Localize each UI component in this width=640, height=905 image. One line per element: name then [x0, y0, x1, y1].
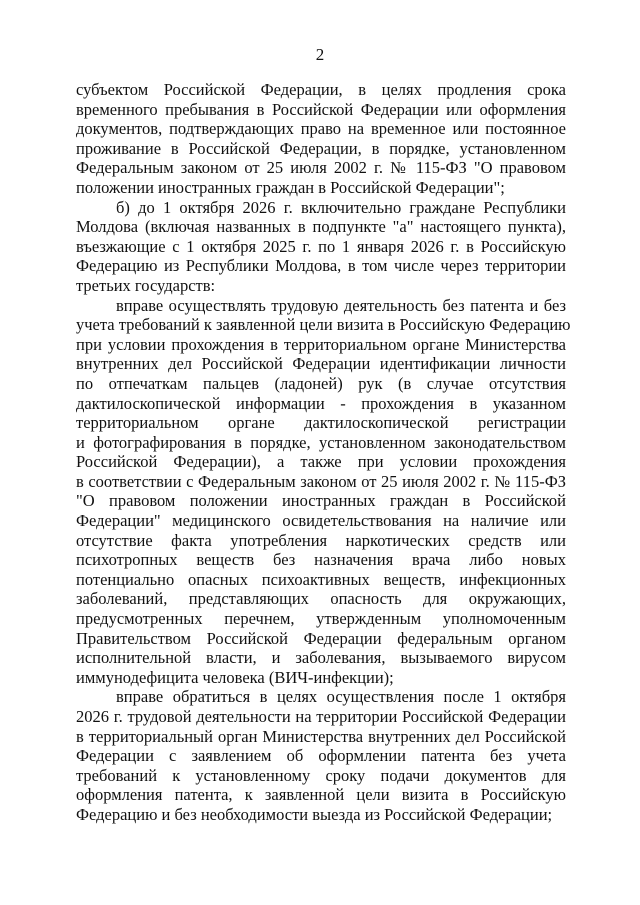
text-line: "О правовом положении иностранных граждан в Российской [76, 491, 566, 511]
text-line: вправе осуществлять трудовую деятельность без патента и без [116, 295, 566, 315]
text-line: Правительством Российской Федерации федеральным органом [76, 628, 566, 648]
text-line: документов, подтверждающих право на временное или постоянное [76, 119, 566, 139]
document-body [76, 80, 571, 825]
text-line: территориальном органе дактилоскопической регистрации [76, 413, 566, 433]
text-line: б) до 1 октября 2026 г. включительно граждане Республики [116, 197, 566, 217]
text-line: субъектом Российской Федерации, в целях продления срока [76, 80, 566, 99]
text-line: требований к установленному сроку подачи документов для [76, 765, 566, 785]
text-line: третьих государств: [76, 275, 216, 295]
text-line: Федерации" медицинского освидетельствования на наличие или [76, 511, 566, 531]
text-line: в соответствии с Федеральным законом от 25 июля 2002 г. № 115-ФЗ [76, 471, 566, 491]
page-number: 2 [315, 45, 325, 64]
text-line: Российской Федерации), а также при условии прохождения [76, 452, 566, 472]
text-line: 2026 г. трудовой деятельности на территории Российской Федерации [76, 707, 566, 726]
text-line: предусмотренных перечнем, утвержденным уполномоченным [76, 609, 566, 629]
text-line: вправе обратиться в целях осуществления после 1 октября [116, 687, 566, 707]
text-line: иммунодефицита человека (ВИЧ-инфекции); [76, 667, 394, 687]
text-line: въезжающие с 1 октября 2025 г. по 1 января 2026 г. в Российскую [76, 236, 566, 256]
text-line: и фотографирования в порядке, установленном законодательством [76, 432, 566, 452]
text-line: исполнительной власти, и заболевания, вызываемого вирусом [76, 648, 566, 668]
text-line: положении иностранных граждан в Российской Федерации"; [76, 177, 505, 197]
text-line: оформления патента, к заявленной цели визита в Российскую [76, 785, 566, 805]
text-line: в территориальный орган Министерства внутренних дел Российской [76, 726, 566, 746]
text-line: Федерации с заявлением об оформлении патента без учета [76, 746, 566, 766]
text-line: проживание в Российской Федерации, в порядке, установленном [76, 138, 566, 158]
text-line: учета требований к заявленной цели визита в Российскую Федерацию [76, 315, 571, 335]
text-line: временного пребывания в Российской Федерации или оформления [76, 99, 566, 119]
text-line: заболеваний, представляющих опасность для окружающих, [76, 589, 566, 609]
text-line: Молдова (включая названных в подпункте "а" настоящего пункта), [76, 217, 566, 237]
text-line: внутренних дел Российской Федерации идентификации личности [76, 354, 566, 374]
text-line: Федеральным законом от 25 июля 2002 г. № 115-ФЗ "О правовом [76, 158, 566, 178]
text-line: потенциально опасных психоактивных веществ, инфекционных [76, 569, 566, 589]
text-line: при условии прохождения в территориальном органе Министерства [76, 334, 566, 354]
text-line: отсутствие факта употребления наркотических средств или [76, 530, 566, 550]
text-line: психотропных веществ без назначения врача либо новых [76, 550, 566, 570]
text-line: Федерацию и без необходимости выезда из Российской Федерации; [76, 804, 553, 824]
text-line: Федерацию из Республики Молдова, в том числе через территории [76, 256, 566, 276]
text-line: дактилоскопической информации - прохождения в указанном [76, 393, 566, 413]
text-line: по отпечаткам пальцев (ладоней) рук (в случае отсутствия [76, 373, 566, 393]
